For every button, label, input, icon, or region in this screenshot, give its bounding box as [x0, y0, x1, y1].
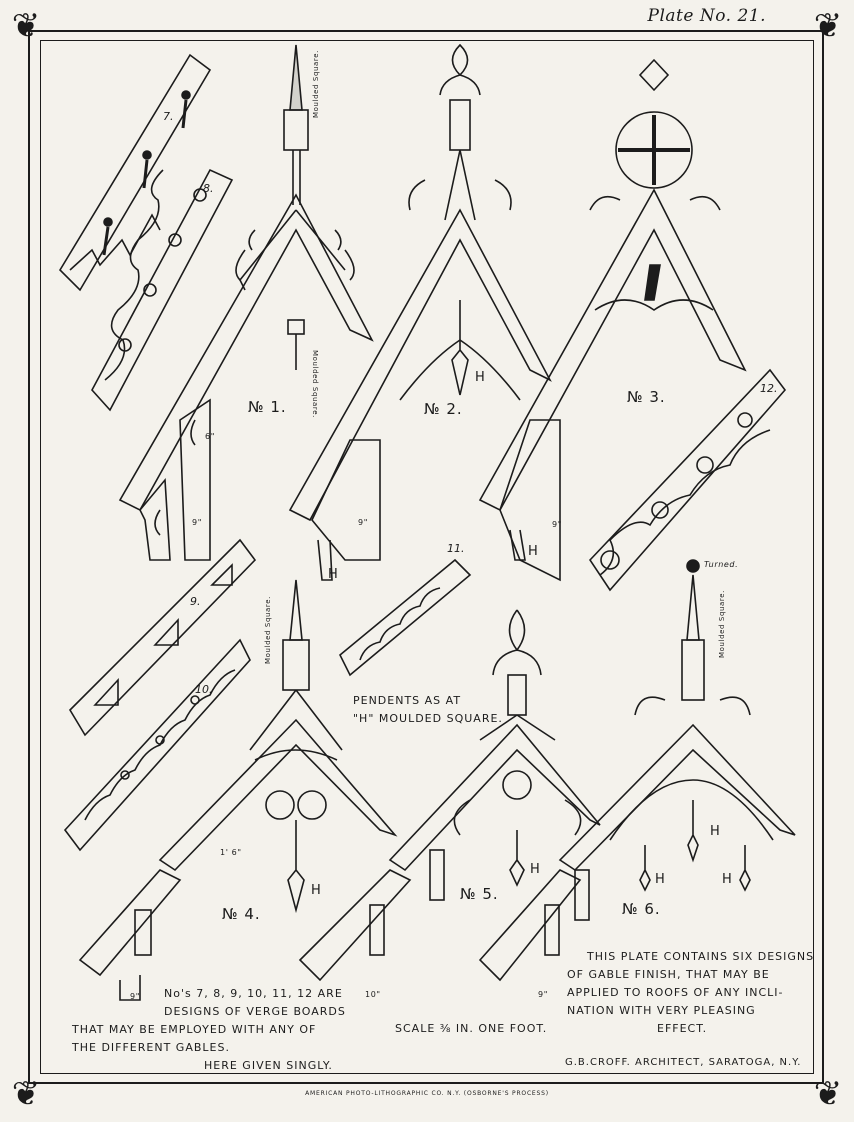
moulded-square-note: Moulded Square.	[264, 596, 272, 664]
dimension-note: 1' 6"	[220, 848, 242, 857]
gable-1	[120, 45, 372, 560]
plate-title: Plate No. 21.	[647, 6, 766, 26]
fleuron-icon: ❦	[11, 6, 41, 46]
verge-board-11	[340, 560, 470, 675]
pendents-note: PENDENTS AS AT "H" MOULDED SQUARE.	[353, 694, 503, 725]
design-label-3: № 3.	[627, 388, 666, 406]
design-label-1: № 1.	[248, 398, 287, 416]
verge-number-11: 11.	[447, 542, 465, 555]
verge-number-7: 7.	[163, 110, 174, 123]
dimension-note: 9"	[192, 518, 202, 527]
design-label-5: № 5.	[460, 885, 499, 903]
verge-board-10	[65, 640, 250, 850]
moulded-square-note: Moulded Square.	[718, 590, 726, 658]
verge-board-7	[60, 55, 210, 290]
design-label-4: № 4.	[222, 905, 261, 923]
turned-note: Turned.	[704, 560, 739, 569]
architect-credit: G.B.CROFF. ARCHITECT, SARATOGA, N.Y.	[565, 1057, 802, 1068]
moulded-square-note: Moulded Square.	[311, 350, 319, 418]
gable-3	[480, 60, 745, 580]
verge-number-8: 8.	[203, 182, 214, 195]
pendant-mark: H	[710, 824, 720, 839]
design-label-6: № 6.	[622, 900, 661, 918]
dimension-note: 9"	[538, 990, 548, 999]
pendant-mark: H	[311, 883, 321, 898]
printer-credit: AMERICAN PHOTO-LITHOGRAPHIC CO. N.Y. (OSBORNE'S PROCESS)	[305, 1090, 549, 1097]
verge-number-9: 9.	[190, 595, 201, 608]
verge-board-9	[70, 540, 255, 735]
verge-number-10: 10.	[195, 683, 213, 696]
scale-note: SCALE ⅜ IN. ONE FOOT.	[395, 1022, 548, 1035]
pendant-mark: H	[475, 370, 485, 385]
fleuron-icon: ❦	[11, 1074, 41, 1114]
gable-2	[290, 45, 550, 580]
pendant-mark: H	[528, 544, 538, 559]
dimension-note: 9"	[358, 518, 368, 527]
plate-description: THIS PLATE CONTAINS SIX DESIGNS OF GABLE FINISH, THAT MAY BE APPLIED TO ROOFS OF ANY INCLI- NATION WITH VERY PLEASING EFFECT.	[567, 950, 815, 1035]
pendant-mark: H	[722, 872, 732, 887]
moulded-square-note: Moulded Square.	[312, 50, 320, 118]
pendant-mark: H	[655, 872, 665, 887]
fleuron-icon: ❦	[813, 1074, 843, 1114]
pendant-mark: H	[530, 862, 540, 877]
pendant-mark: H	[328, 567, 338, 582]
fleuron-icon: ❦	[813, 6, 843, 46]
dimension-note: 10"	[365, 990, 381, 999]
design-label-2: № 2.	[424, 400, 463, 418]
verge-board-12	[590, 370, 785, 590]
verge-number-12: 12.	[760, 382, 778, 395]
dimension-note: 9"	[130, 992, 140, 1001]
verge-boards-note: No's 7, 8, 9, 10, 11, 12 ARE DESIGNS OF VERGE BOARDS THAT MAY BE EMPLOYED WITH ANY OF THE DIFFERENT GABLES. HERE GIVEN SINGLY.	[72, 987, 346, 1072]
dimension-note: 6"	[205, 432, 215, 441]
verge-board-8	[92, 170, 232, 410]
dimension-note: 9"	[552, 520, 562, 529]
